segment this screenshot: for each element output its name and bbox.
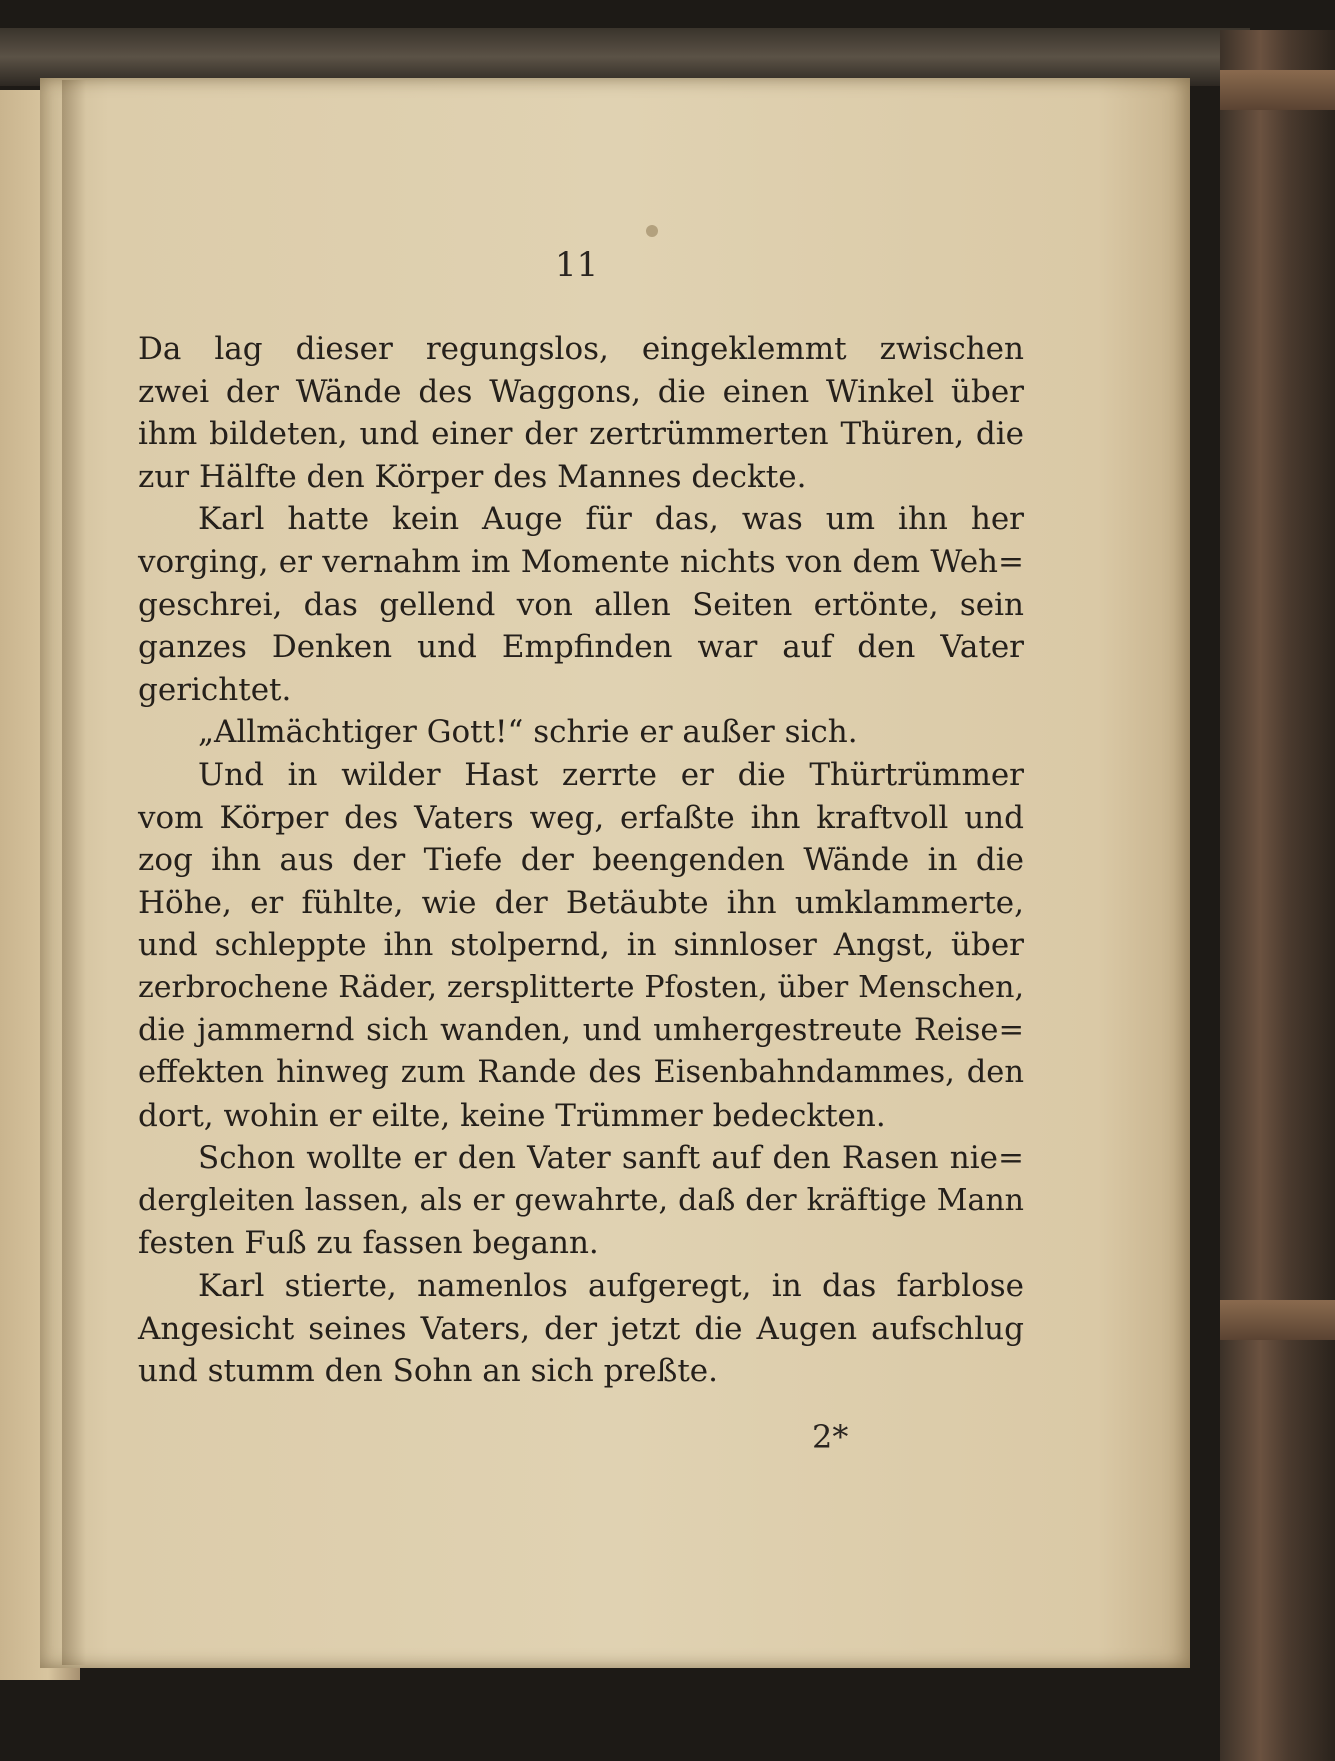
spine-band	[1220, 1300, 1335, 1340]
text-line: „Allmächtiger Gott!“ schrie er außer sich.	[198, 714, 858, 751]
text-line: festen Fuß zu fassen begann.	[138, 1225, 599, 1262]
text-line: ganzes Denken und Empfinden war auf den Vater	[138, 629, 1024, 666]
text-line: und schleppte ihn stolpernd, in sinnloser Angst, über	[138, 927, 1024, 964]
text-line: Und in wilder Hast zerrte er die Thürtrümmer	[198, 756, 1024, 793]
text-line: Angesicht seines Vaters, der jetzt die Augen aufschlug	[138, 1310, 1024, 1347]
page-gutter-shadow	[62, 80, 86, 1665]
text-line: dort, wohin er eilte, keine Trümmer bedeckten.	[138, 1097, 886, 1134]
text-line: zur Hälfte den Körper des Mannes deckte.	[138, 458, 807, 495]
text-line: effekten hinweg zum Rande des Eisenbahndammes, den	[138, 1055, 1024, 1091]
text-line: Schon wollte er den Vater sanft auf den Rasen nie=	[198, 1140, 1024, 1177]
text-line: Karl stierte, namenlos aufgeregt, in das farblose	[198, 1268, 1024, 1305]
text-line: zerbrochene Räder, zersplitterte Pfosten, über Menschen,	[138, 969, 1024, 1005]
text-line: zwei der Wände des Waggons, die einen Winkel über	[138, 373, 1024, 410]
text-line: ihm bildeten, und einer der zertrümmerten Thüren, die	[138, 416, 1024, 453]
page-number: 11	[555, 245, 599, 285]
text-line: vom Körper des Vaters weg, erfaßte ihn kraftvoll und	[138, 799, 1024, 836]
text-line: und stumm den Sohn an sich preßte.	[138, 1353, 718, 1390]
text-line: dergleiten lassen, als er gewahrte, daß der kräftige Mann	[138, 1182, 1024, 1218]
text-line: zog ihn aus der Tiefe der beengenden Wände in die	[138, 842, 1024, 879]
text-line: die jammernd sich wanden, und umhergestreute Reise=	[138, 1012, 1024, 1048]
text-line: gerichtet.	[138, 671, 292, 708]
book-spine	[1220, 30, 1335, 1761]
paper-stain	[646, 225, 658, 237]
spine-band	[1220, 70, 1335, 110]
page-text	[138, 328, 1024, 1393]
text-line: vorging, er vernahm im Momente nichts von dem Weh=	[138, 543, 1024, 580]
text-line: Höhe, er fühlte, wie der Betäubte ihn umklammerte,	[138, 884, 1024, 921]
printer-signature-mark: 2*	[812, 1418, 849, 1456]
text-line: Karl hatte kein Auge für das, was um ihn her	[198, 501, 1024, 538]
text-line: geschrei, das gellend von allen Seiten ertönte, sein	[138, 586, 1024, 623]
text-line: Da lag dieser regungslos, eingeklemmt zwischen	[138, 331, 1024, 367]
